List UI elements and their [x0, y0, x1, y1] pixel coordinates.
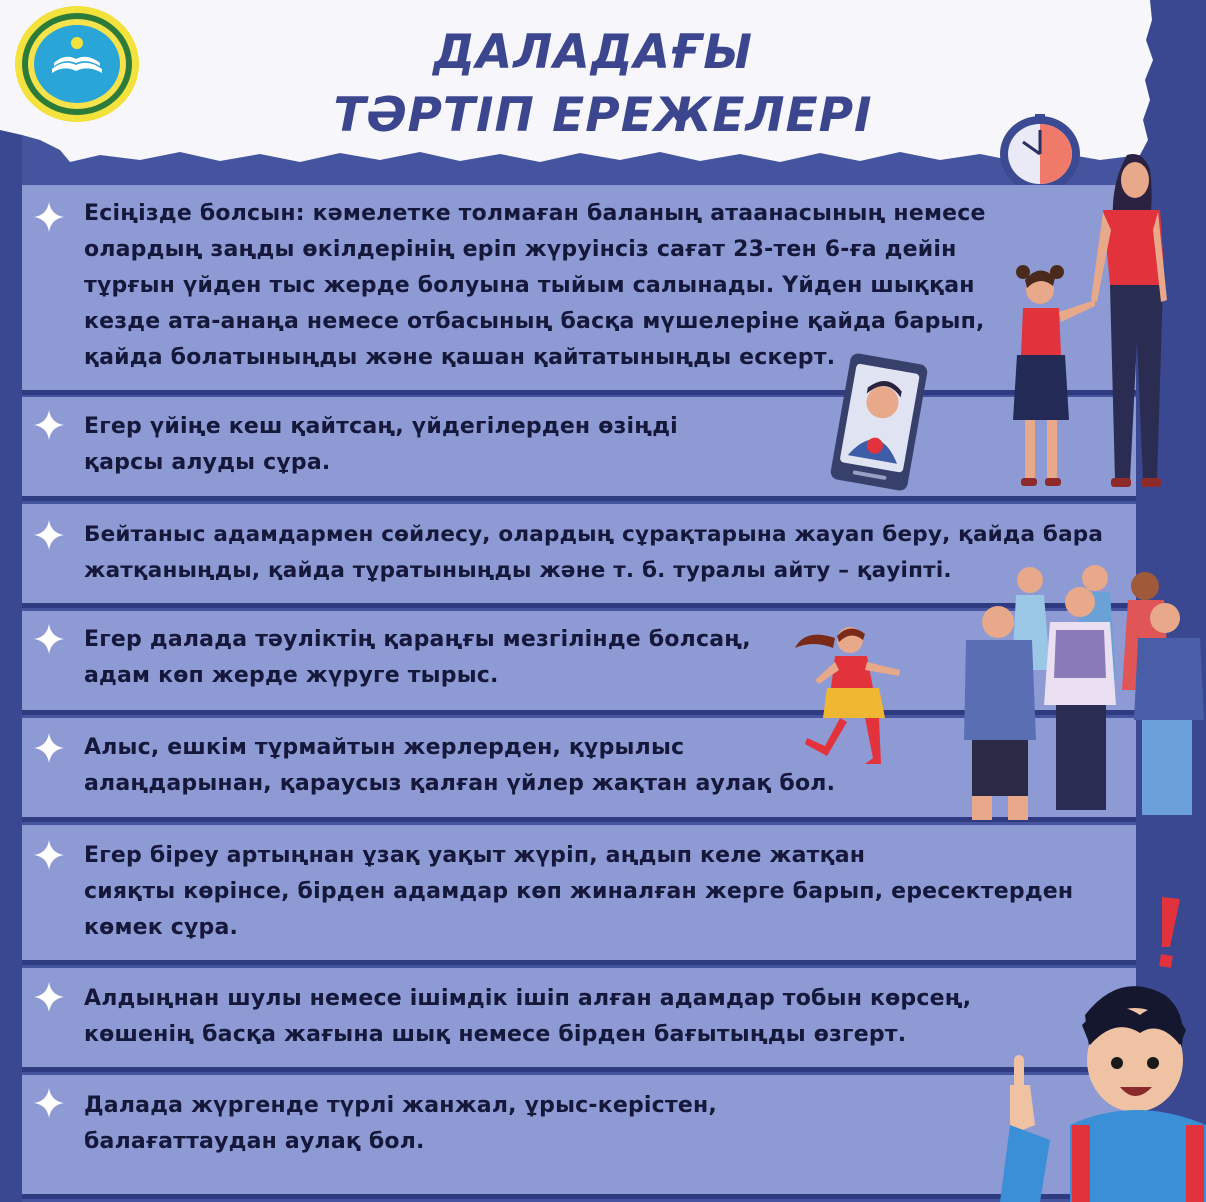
rule-line: алаңдарынан, қараусыз қалған үйлер жақтан аулақ бол. [84, 771, 836, 796]
rule-line: жатқаныңды, қайда тұратыныңды және т. б. туралы айту – қауіпті. [84, 558, 952, 583]
rule-1-text [84, 196, 986, 376]
sparkle-star-icon [34, 733, 64, 763]
rule-line: қайда болатыныңды және қашан қайтатыныңды ескерт. [84, 345, 836, 370]
rule-line: тұрғын үйден тыс жерде болуына тыйым салынады. Үйден шыққан [84, 273, 975, 298]
sparkle-star-icon [34, 624, 64, 654]
rule-8-text [84, 1088, 717, 1160]
rule-line: Егер далада тәуліктің қараңғы мезгілінде болсаң, [84, 627, 751, 652]
rule-6-text [84, 838, 1073, 946]
rule-line: Егер біреу артыңнан ұзақ уақыт жүріп, аңдып келе жатқан [84, 843, 866, 868]
sparkle-star-icon [34, 410, 64, 440]
mother-daughter-illustration [995, 150, 1175, 500]
rule-2-text [84, 409, 678, 481]
rule-5-text [84, 730, 835, 802]
rule-line: көмек сұра. [84, 915, 239, 940]
rule-line: Бейтаныс адамдармен сөйлесу, олардың сұрақтарына жауап беру, қайда бара [84, 522, 1104, 547]
exclamation-icon [1152, 895, 1184, 975]
rule-7-text [84, 981, 971, 1053]
rule-3-text [84, 517, 1103, 589]
rule-line: олардың заңды өкілдерінің еріп жүруінсіз сағат 23-тен 6-ға дейін [84, 237, 957, 262]
rule-line: Алдыңнан шулы немесе ішімдік ішіп алған адамдар тобын көрсең, [84, 986, 972, 1011]
rule-4-text [84, 622, 751, 694]
sparkle-star-icon [34, 982, 64, 1012]
rule-line: кезде ата-анаңа немесе отбасының басқа мүшелеріне қайда барып, [84, 309, 985, 334]
left-border [0, 0, 22, 1202]
crowd-illustration [960, 560, 1206, 825]
rule-line: Есіңізде болсын: кәмелетке толмаған баланың атаанасының немесе [84, 201, 986, 226]
running-girl-illustration [795, 618, 910, 768]
rule-line: Далада жүргенде түрлі жанжал, ұрыс-керістен, [84, 1093, 717, 1118]
sparkle-star-icon [34, 1088, 64, 1118]
rule-line: адам көп жерде жүруге тырыс. [84, 663, 499, 688]
sparkle-star-icon [34, 202, 64, 232]
title-line-2: ТӘРТІП ЕРЕЖЕЛЕРІ [333, 88, 873, 143]
rule-line: қарсы алуды сұра. [84, 450, 331, 475]
phone-call-icon [822, 350, 937, 495]
title-line-1: ДАЛАДАҒЫ [433, 25, 753, 80]
rule-line: Егер үйіңе кеш қайтсаң, үйдегілерден өзіңді [84, 414, 678, 439]
pointing-boy-illustration [990, 975, 1206, 1202]
rule-line: сияқты көрінсе, бірден адамдар көп жиналған жерге барып, ересектерден [84, 879, 1074, 904]
rule-line: балағаттаудан аулақ бол. [84, 1129, 425, 1154]
rule-line: көшенің басқа жағына шық немесе бірден бағытыңды өзгерт. [84, 1022, 907, 1047]
sparkle-star-icon [34, 520, 64, 550]
rule-line: Алыс, ешкім тұрмайтын жерлерден, құрылыс [84, 735, 685, 760]
sparkle-star-icon [34, 840, 64, 870]
